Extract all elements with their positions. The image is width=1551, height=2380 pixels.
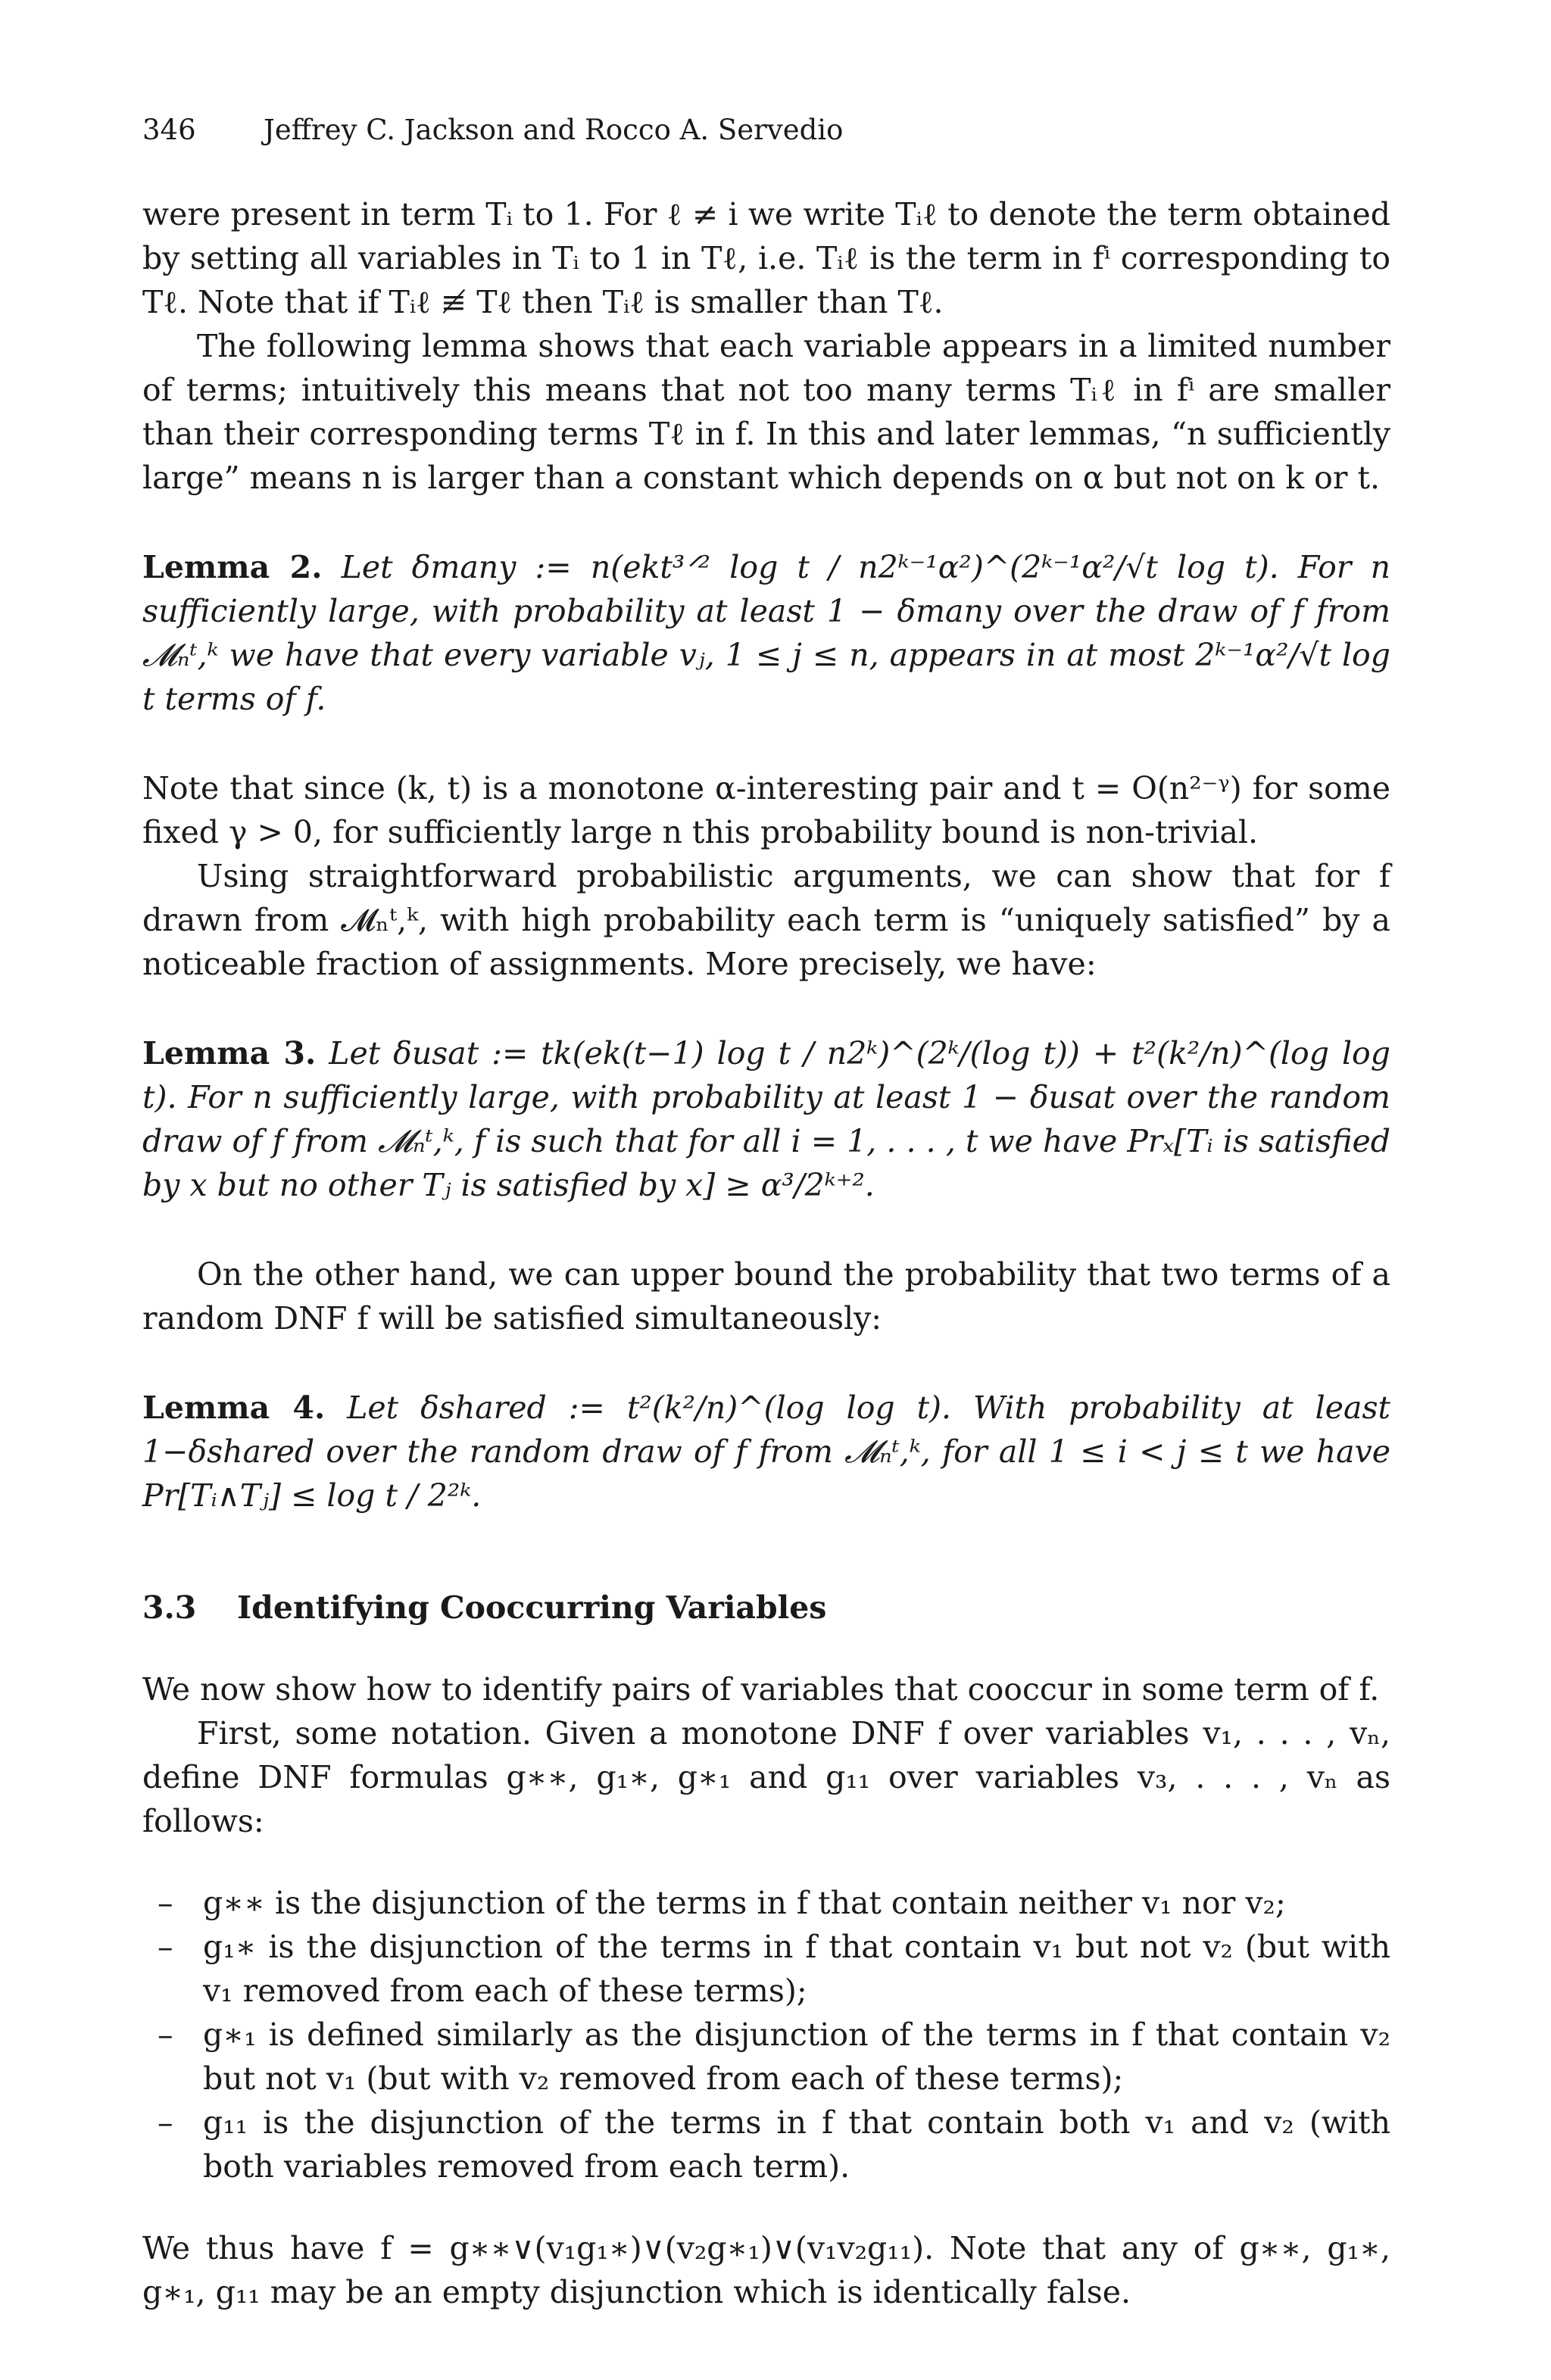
lemma-4 xyxy=(142,1386,1390,1518)
definition-list xyxy=(142,1881,1390,2188)
list-dash: – xyxy=(158,2104,173,2141)
lemma-3-label: Lemma 3. xyxy=(142,1035,317,1071)
page xyxy=(142,114,1390,2314)
paragraph-nontrivial: Note that since (k, t) is a monotone α-interesting pair and t = O(n²⁻ᵞ) for some fixed γ > 0, for sufficiently large n this probability bound is non-trivial. xyxy=(142,770,1390,850)
list-dash: – xyxy=(158,2017,173,2053)
section-heading xyxy=(142,1586,1390,1630)
lemma-3 xyxy=(142,1031,1390,1207)
section-title: Identifying Cooccurring Variables xyxy=(237,1589,827,1626)
paragraph-upper-bound: On the other hand, we can upper bound the probability that two terms of a random DNF f will be satisfied simultaneously: xyxy=(142,1256,1390,1337)
lemma-2-text: Let δmany := n(ekt³ᐟ² log t / n2ᵏ⁻¹α²)^(2ᵏ⁻¹α²/√t log t). For n sufficiently large, with probability at least 1 − δmany over the draw of f from 𝓜ₙᵗ,ᵏ we have that every variable vⱼ, 1 ≤ j ≤ n, appears in at most 2ᵏ⁻¹α²/√t log t terms of f. xyxy=(142,549,1390,717)
paragraph-uniquely-satisfied: Using straightforward probabilistic arguments, we can show that for f drawn from 𝓜ₙᵗ,ᵏ, with high probability each term is “uniquely satisfied” by a noticeable fraction of assignments. More precisely, we have: xyxy=(142,858,1390,982)
list-item xyxy=(142,1925,1390,2013)
list-dash: – xyxy=(158,1929,173,1965)
paragraph-notation: First, some notation. Given a monotone DNF f over variables v₁, . . . , vₙ, define DNF formulas g∗∗, g₁∗, g∗₁ and g₁₁ over variables v₃, . . . , vₙ as follows: xyxy=(142,1715,1390,1839)
list-item xyxy=(142,1881,1390,1925)
paragraph-lemma2-intro: The following lemma shows that each variable appears in a limited number of terms; intuitively this means that not too many terms Tᵢℓ in fⁱ are smaller than their corresponding terms Tℓ in f. In this and later lemmas, “n sufficiently large” means n is larger than a constant which depends on α but not on k or t. xyxy=(142,328,1390,496)
list-item-text: g₁₁ is the disjunction of the terms in f that contain both v₁ and v₂ (with both variables removed from each term). xyxy=(203,2104,1390,2185)
lemma-2 xyxy=(142,545,1390,721)
list-item xyxy=(142,2013,1390,2101)
paragraph-cooccur-intro: We now show how to identify pairs of variables that cooccur in some term of f. xyxy=(142,1671,1380,1708)
paragraph-continuation: were present in term Tᵢ to 1. For ℓ ≠ i we write Tᵢℓ to denote the term obtained by setting all variables in Tᵢ to 1 in Tℓ, i.e. Tᵢℓ is the term in fⁱ corresponding to Tℓ. Note that if Tᵢℓ ≢ Tℓ then Tᵢℓ is smaller than Tℓ. xyxy=(142,196,1390,320)
section-number: 3.3 xyxy=(142,1589,197,1626)
lemma-2-label: Lemma 2. xyxy=(142,549,323,585)
lemma-3-text: Let δusat := tk(ek(t−1) log t / n2ᵏ)^(2ᵏ/(log t)) + t²(k²/n)^(log log t). For n sufficiently large, with probability at least 1 − δusat over the random draw of f from 𝓜ₙᵗ,ᵏ, f is such that for all i = 1, . . . , t we have Prₓ[Tᵢ is satisfied by x but no other Tⱼ is satisfied by x] ≥ α³/2ᵏ⁺². xyxy=(142,1035,1390,1203)
running-head-authors: Jeffrey C. Jackson and Rocco A. Servedio xyxy=(264,114,844,146)
list-item xyxy=(142,2101,1390,2188)
page-number: 346 xyxy=(142,114,196,146)
list-dash: – xyxy=(158,1885,173,1921)
paragraph-decomposition: We thus have f = g∗∗∨(v₁g₁∗)∨(v₂g∗₁)∨(v₁v₂g₁₁). Note that any of g∗∗, g₁∗, g∗₁, g₁₁ may be an empty disjunction which is identically false. xyxy=(142,2230,1390,2310)
list-item-text: g∗₁ is defined similarly as the disjunction of the terms in f that contain v₂ but not v₁ (but with v₂ removed from each of these terms); xyxy=(203,2017,1390,2097)
running-head xyxy=(142,114,1390,147)
lemma-4-text: Let δshared := t²(k²/n)^(log log t). With probability at least 1−δshared over the random draw of f from 𝓜ₙᵗ,ᵏ, for all 1 ≤ i < j ≤ t we have Pr[Tᵢ∧Tⱼ] ≤ log t / 2²ᵏ. xyxy=(142,1390,1390,1514)
list-item-text: g∗∗ is the disjunction of the terms in f that contain neither v₁ nor v₂; xyxy=(203,1885,1286,1921)
list-item-text: g₁∗ is the disjunction of the terms in f that contain v₁ but not v₂ (but with v₁ removed from each of these terms); xyxy=(203,1929,1390,2009)
lemma-4-label: Lemma 4. xyxy=(142,1390,326,1426)
